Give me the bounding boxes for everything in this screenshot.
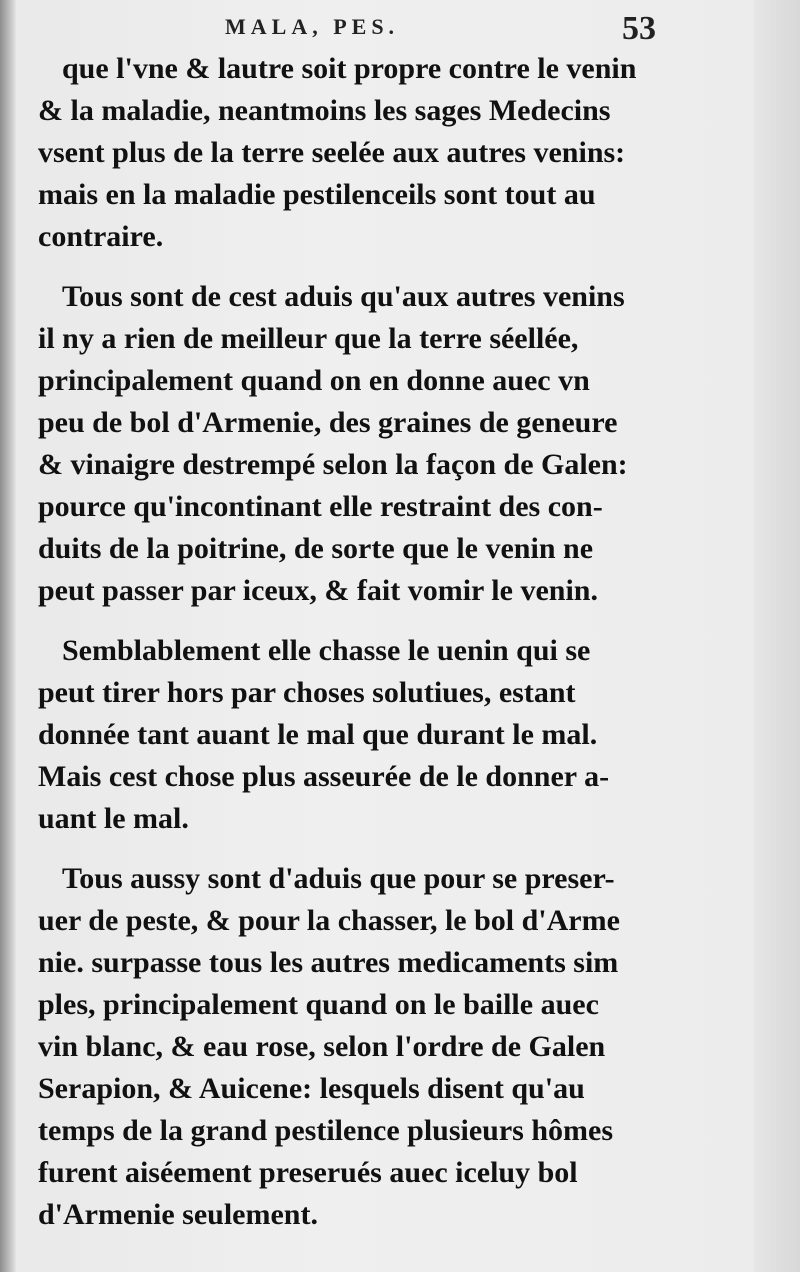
paragraph-4 xyxy=(38,858,706,1236)
text-line: peut passer par iceux, & fait vomir le venin. xyxy=(38,574,598,607)
paragraph-3 xyxy=(38,630,706,840)
text-line: il ny a rien de meilleur que la terre séellée, xyxy=(38,322,579,355)
body-text xyxy=(38,48,706,1254)
text-line: duits de la poitrine, de sorte que le venin ne xyxy=(38,532,594,565)
text-line: Semblablement elle chasse le uenin qui se xyxy=(62,634,591,667)
text-line: uant le mal. xyxy=(38,802,189,835)
text-line: temps de la grand pestilence plusieurs hômes xyxy=(38,1114,614,1147)
text-line: contraire. xyxy=(38,220,164,253)
text-line: peu de bol d'Armenie, des graines de geneure xyxy=(38,406,618,439)
text-line: vsent plus de la terre seelée aux autres venins: xyxy=(38,136,626,169)
paragraph-1 xyxy=(38,48,706,258)
text-line: uer de peste, & pour la chasser, le bol d'Arme xyxy=(38,904,620,937)
text-line: & vinaigre destrempé selon la façon de Galen: xyxy=(38,448,628,481)
paragraph-2 xyxy=(38,276,706,612)
page-edge xyxy=(754,0,800,1272)
text-line: que l'vne & lautre soit propre contre le venin xyxy=(62,52,637,85)
text-line: vin blanc, & eau rose, selon l'ordre de Galen xyxy=(38,1030,606,1063)
text-line: Mais cest chose plus asseurée de le donner a- xyxy=(38,760,610,793)
text-line: furent aiséement preserués auec iceluy bol xyxy=(38,1156,578,1189)
text-line: nie. surpasse tous les autres medicaments sim xyxy=(38,946,619,979)
text-line: Tous aussy sont d'aduis que pour se preser- xyxy=(62,862,615,895)
text-line: peut tirer hors par choses solutiues, estant xyxy=(38,676,576,709)
text-line: Tous sont de cest aduis qu'aux autres venins xyxy=(62,280,625,313)
text-line: mais en la maladie pestilenceils sont tout au xyxy=(38,178,596,211)
text-line: Serapion, & Auicene: lesquels disent qu'au xyxy=(38,1072,585,1105)
page-number: 53 xyxy=(622,10,656,47)
running-title: MALA, PES. xyxy=(225,14,400,39)
text-line: principalement quand on en donne auec vn xyxy=(38,364,590,397)
text-line: & la maladie, neantmoins les sages Medecins xyxy=(38,94,611,127)
text-line: pource qu'incontinant elle restraint des con- xyxy=(38,490,603,523)
book-spine-shadow xyxy=(0,0,16,1272)
text-line: donnée tant auant le mal que durant le mal. xyxy=(38,718,598,751)
text-line: ples, principalement quand on le baille auec xyxy=(38,988,599,1021)
text-line: d'Armenie seulement. xyxy=(38,1198,318,1231)
